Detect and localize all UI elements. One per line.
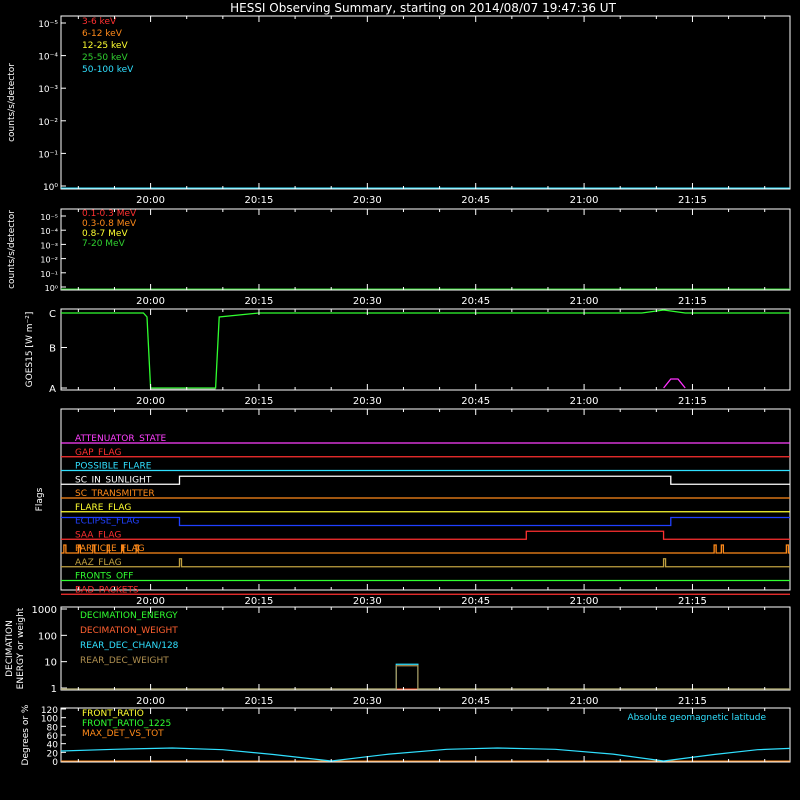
ratios-ytick-label: 100 xyxy=(40,714,58,725)
goes-ytick-label: C xyxy=(49,309,56,320)
decimation-xtick-label: 21:00 xyxy=(569,696,599,707)
decimation-xtick-label: 21:15 xyxy=(678,696,707,707)
ratios-legend-entry: MAX_DET_VS_TOT xyxy=(82,729,164,739)
rates_high-xtick-label: 20:30 xyxy=(352,296,382,307)
goes-xtick-label: 21:15 xyxy=(678,396,707,407)
rates_low-ytick-label: 10⁻³ xyxy=(38,85,58,96)
flag-label: POSSIBLE_FLARE xyxy=(75,461,152,472)
ratios-ytick-label: 60 xyxy=(46,732,58,742)
flag-label: ATTENUATOR_STATE xyxy=(75,434,167,444)
rates_high-ytick-label: 10⁻² xyxy=(40,255,58,265)
rates_low-ytick-label: 10⁻⁵ xyxy=(38,20,58,30)
decimation-legend-entry: DECIMATION_ENERGY xyxy=(80,611,178,621)
rates_low-xtick-label: 21:15 xyxy=(678,195,707,206)
ratios-legend-entry: FRONT_RATIO_1225 xyxy=(82,719,172,729)
decimation-legend-entry: REAR_DEC_CHAN/128 xyxy=(80,641,179,651)
ratios-ytick-label: 80 xyxy=(46,723,58,734)
flags-xtick-label: 20:00 xyxy=(136,596,166,607)
rates_low-legend-entry: 3-6 keV xyxy=(82,17,117,27)
rates_high-ytick-label: 10⁰ xyxy=(44,284,58,293)
figure-title: HESSI Observing Summary, starting on 2014/08/07 19:47:36 UT xyxy=(230,1,616,15)
flag-label: GAP_FLAG xyxy=(75,447,122,458)
rates_low-legend-entry: 50-100 keV xyxy=(82,65,134,75)
decimation-ytick-label: 1000 xyxy=(31,605,57,616)
flags-xtick-label: 20:30 xyxy=(352,596,382,607)
rates_high-xtick-label: 21:00 xyxy=(569,296,599,307)
goes-xtick-label: 20:00 xyxy=(136,396,166,407)
flags-xtick-label: 20:15 xyxy=(244,596,274,607)
goes-xtick-label: 20:45 xyxy=(461,396,491,407)
rates_high-legend-entry: 0.8-7 MeV xyxy=(82,229,128,239)
flag-label: SC_TRANSMITTER xyxy=(75,489,155,499)
decimation-ytick-label: 100 xyxy=(37,631,57,643)
flags-xtick-label: 21:00 xyxy=(569,596,599,607)
flag-label: SC_IN_SUNLIGHT xyxy=(75,475,152,486)
decimation-xtick-label: 20:30 xyxy=(352,696,382,707)
goes-ytick-label: A xyxy=(49,384,56,395)
flags-ylabel: Flags xyxy=(35,487,45,512)
flag-label: BAD_PACKETS xyxy=(75,585,139,596)
decimation-xtick-label: 20:15 xyxy=(244,696,274,707)
flag-label: PARTICLE_FLAG xyxy=(75,544,145,554)
decimation-xtick-label: 20:00 xyxy=(136,696,166,707)
rates_high-xtick-label: 21:15 xyxy=(678,296,707,307)
rates_high-ytick-label: 10⁻⁵ xyxy=(40,213,58,222)
rates_low-ylabel: counts/s/detector xyxy=(7,63,17,142)
flag-label: FLARE_FLAG xyxy=(75,502,132,513)
rates_high-ytick-label: 10⁻³ xyxy=(40,241,58,251)
rates_high-xtick-label: 20:15 xyxy=(244,296,274,307)
ratios-ytick-label: 0 xyxy=(52,758,58,768)
goes-xtick-label: 21:00 xyxy=(569,396,599,407)
ratios-ytick-label: 20 xyxy=(46,749,58,760)
rates_low-legend-entry: 12-25 keV xyxy=(82,41,128,51)
rates_high-legend-entry: 0.3-0.8 MeV xyxy=(82,219,137,229)
rates_low-legend-entry: 6-12 keV xyxy=(82,29,122,39)
rates_low-xtick-label: 20:15 xyxy=(244,195,274,206)
rates_high-xtick-label: 20:00 xyxy=(136,296,166,307)
rates_low-ytick-label: 10⁻¹ xyxy=(38,150,58,161)
goes-xtick-label: 20:15 xyxy=(244,396,274,407)
rates_low-xtick-label: 20:00 xyxy=(136,195,166,206)
ratios-ylabel: Degrees or % xyxy=(21,704,31,766)
rates_low-ytick-label: 10⁻⁴ xyxy=(38,52,58,63)
rates_low-ytick-label: 10⁰ xyxy=(42,183,58,193)
decimation-ylabel-line2: ENERGY or weight xyxy=(16,607,26,690)
rates_low-legend-entry: 25-50 keV xyxy=(82,53,128,63)
decimation-ytick-label: 10 xyxy=(44,657,57,669)
rates_high-ytick-label: 10⁻¹ xyxy=(40,269,58,279)
goes-ytick-label: B xyxy=(49,343,56,355)
flags-xtick-label: 20:45 xyxy=(461,596,491,607)
rates_low-xtick-label: 20:45 xyxy=(461,195,491,206)
flag-label: ECLIPSE_FLAG xyxy=(75,516,140,527)
goes-xtick-label: 20:30 xyxy=(352,396,382,407)
rates_low-ytick-label: 10⁻² xyxy=(38,117,58,128)
ratios-legend-entry: FRONT_RATIO xyxy=(82,709,144,719)
rates_high-xtick-label: 20:45 xyxy=(461,296,491,307)
rates_high-ylabel: counts/s/detector xyxy=(7,210,17,289)
ratios-ytick-label: 120 xyxy=(40,706,58,716)
rates_low-xtick-label: 20:30 xyxy=(352,195,382,206)
decimation-ytick-label: 1 xyxy=(50,684,57,695)
decimation-legend-entry: REAR_DEC_WEIGHT xyxy=(80,656,169,666)
flags-xtick-label: 21:15 xyxy=(678,596,707,607)
ratios-annotation: Absolute geomagnetic latitude xyxy=(627,713,766,723)
rates_low-xtick-label: 21:00 xyxy=(569,195,599,206)
decimation-legend-entry: DECIMATION_WEIGHT xyxy=(80,626,178,636)
flag-label: FRONTS_OFF xyxy=(75,571,134,582)
rates_high-ytick-label: 10⁻⁴ xyxy=(40,227,58,237)
flag-label: AAZ_FLAG xyxy=(75,557,122,568)
flag-label: SAA_FLAG xyxy=(75,530,122,541)
rates_high-legend-entry: 7-20 MeV xyxy=(82,239,125,249)
ratios-ytick-label: 40 xyxy=(46,740,58,751)
decimation-ylabel-line1: DECIMATION xyxy=(5,620,15,677)
rates_high-legend-entry: 0.1-0.3 MeV xyxy=(82,209,137,219)
goes-ylabel: GOES15 [W m⁻²] xyxy=(25,311,35,388)
decimation-xtick-label: 20:45 xyxy=(461,696,491,707)
